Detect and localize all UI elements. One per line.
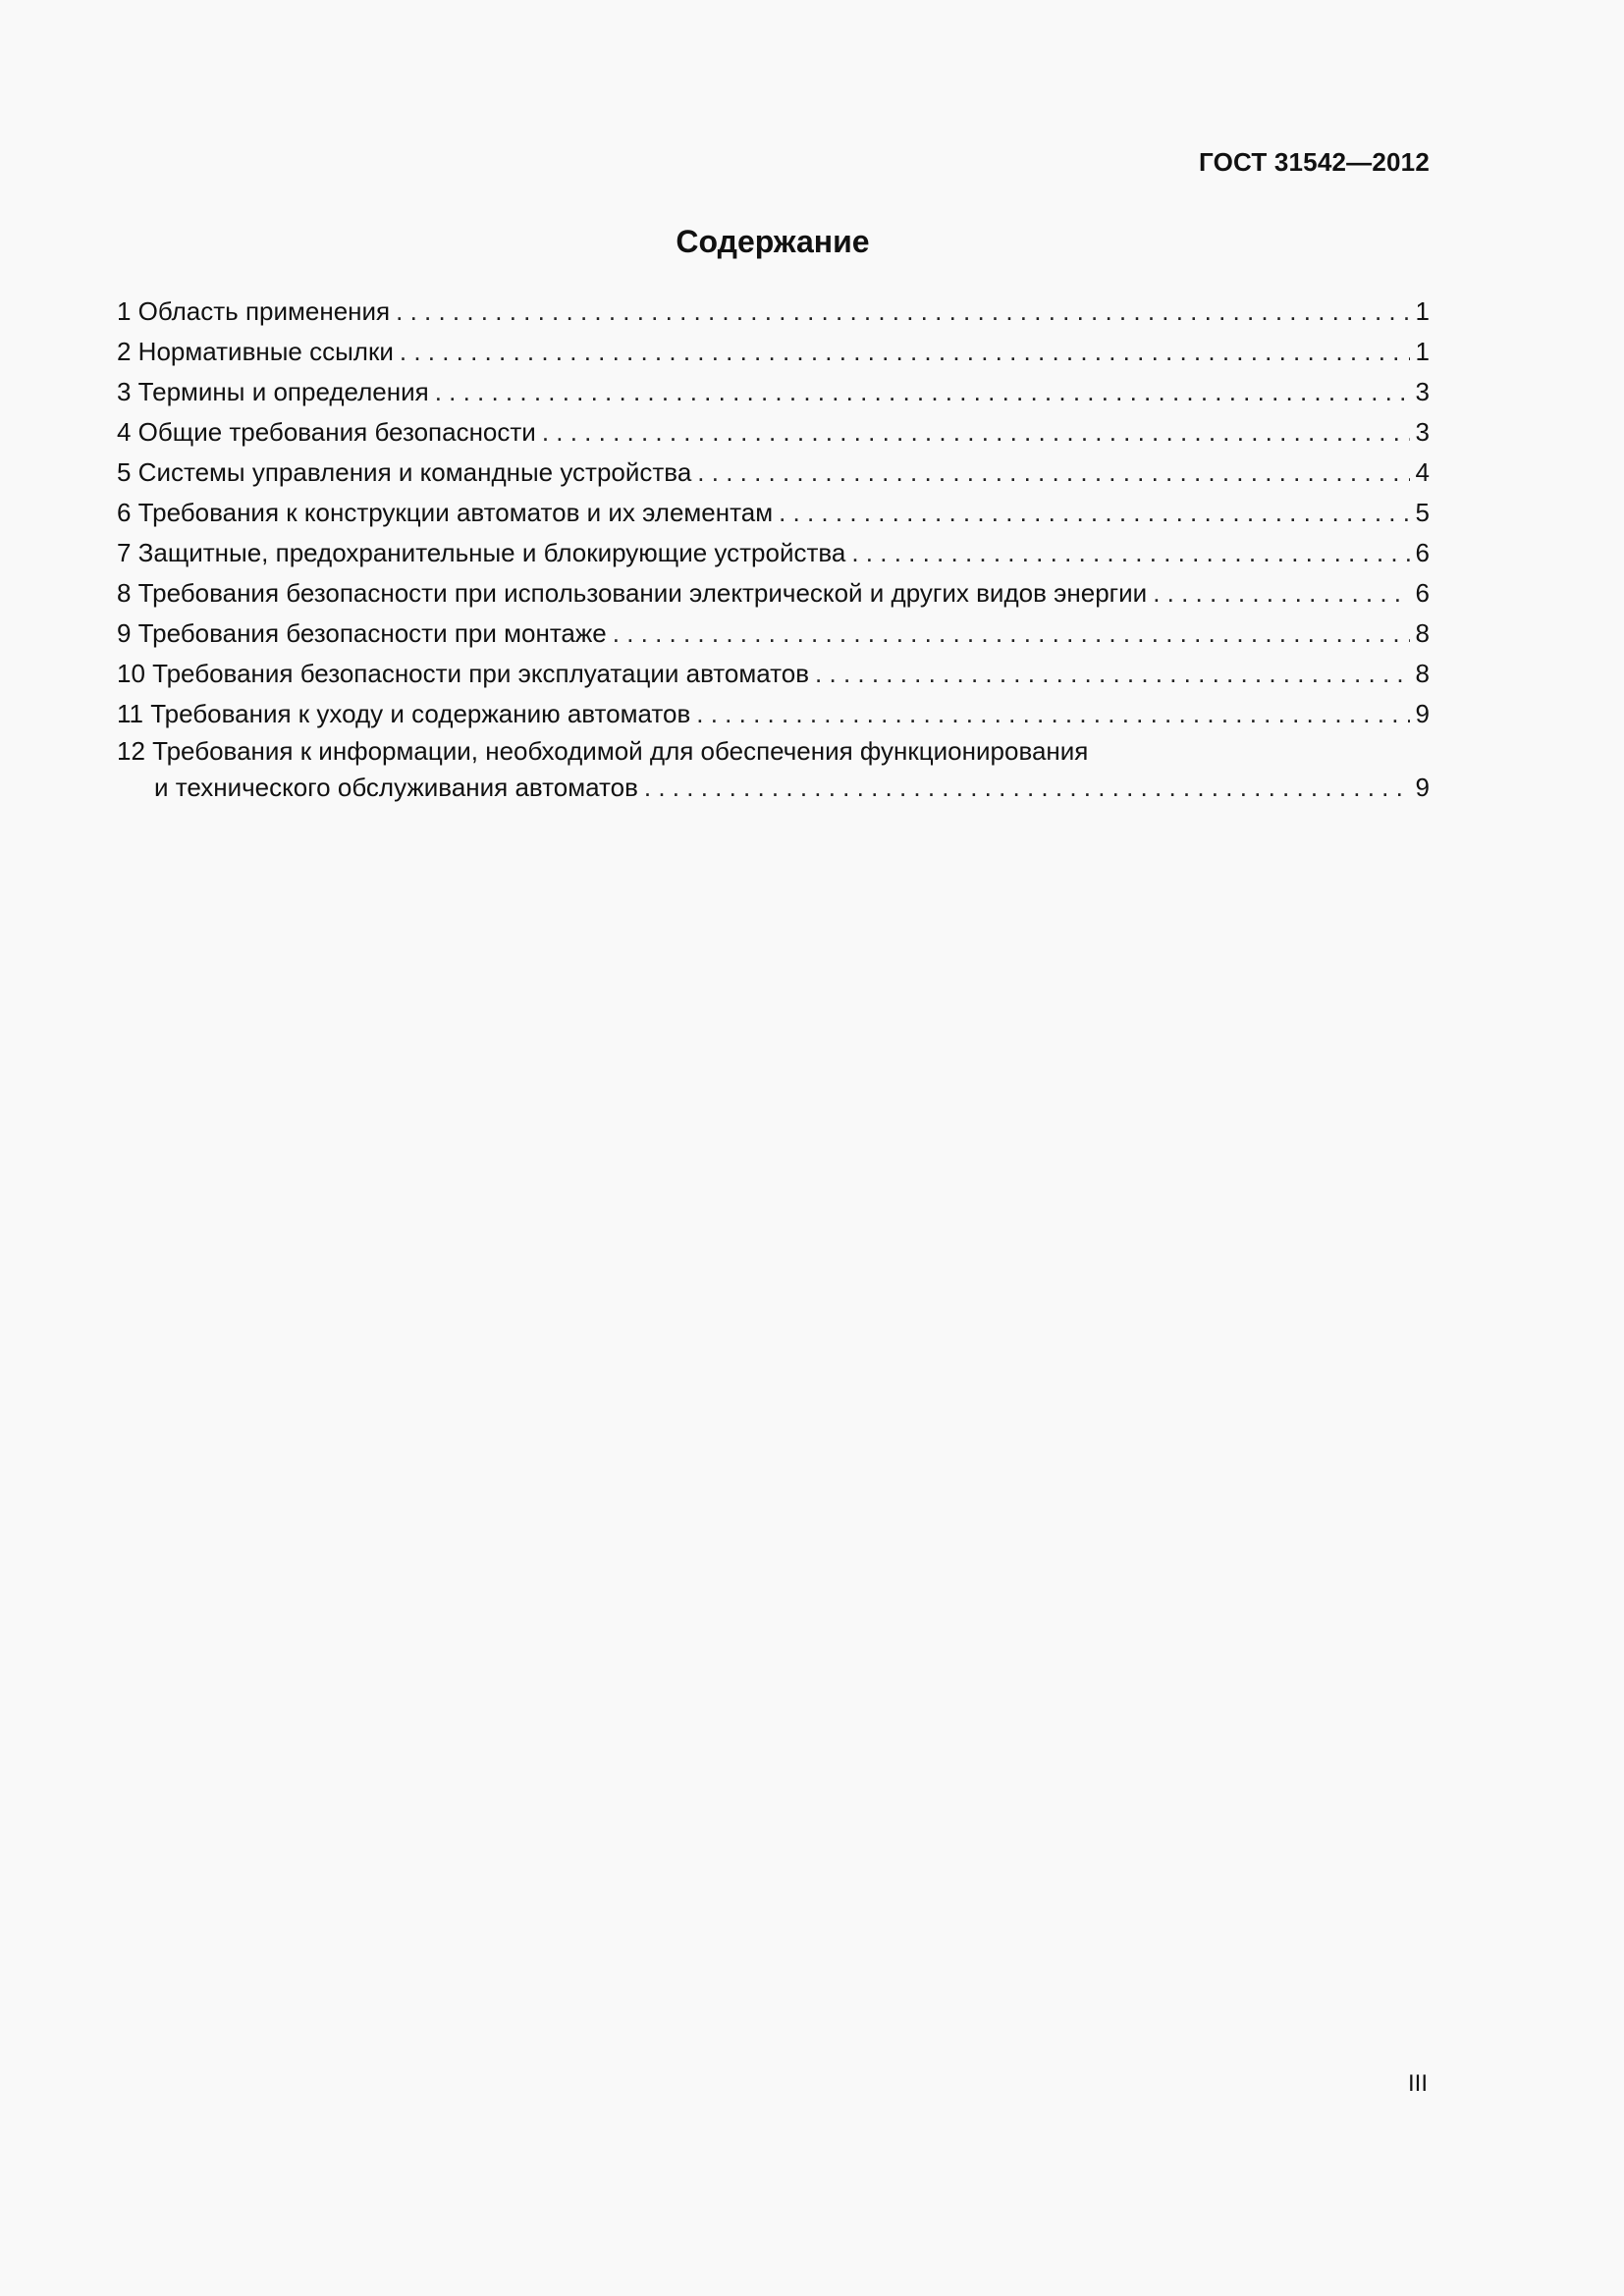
toc-entry-5[interactable] [117, 453, 1430, 493]
toc-entry-page: 4 [1415, 457, 1430, 487]
toc-entry-title: 6 Требования к конструкции автоматов и их элементам [117, 493, 779, 533]
toc-entry-title: 4 Общие требования безопасности [117, 412, 542, 453]
dot-leader [435, 372, 1410, 412]
toc-entry-7[interactable] [117, 533, 1430, 573]
toc-entry-title: 8 Требования безопасности при использовании электрической и других видов энергии [117, 573, 1153, 614]
toc-entry-4[interactable] [117, 412, 1430, 453]
toc-entry-page: 1 [1415, 337, 1430, 366]
dot-leader [396, 292, 1409, 332]
toc-entry-3[interactable] [117, 372, 1430, 412]
toc-entry-8[interactable] [117, 573, 1430, 614]
toc-entry-11[interactable] [117, 694, 1430, 734]
dot-leader [815, 654, 1409, 694]
dot-leader [542, 412, 1410, 453]
page-number: III [1407, 2070, 1428, 2097]
toc-entry-title-line2: и технического обслуживания автоматов [154, 768, 644, 807]
toc-entry-title: 9 Требования безопасности при монтаже [117, 614, 613, 654]
toc-entry-2[interactable] [117, 332, 1430, 372]
toc-entry-page: 9 [1415, 699, 1430, 728]
toc-entry-page: 1 [1415, 296, 1430, 326]
toc-entry-title: 5 Системы управления и командные устройства [117, 453, 697, 493]
toc-entry-10[interactable] [117, 654, 1430, 694]
toc-entry-page: 9 [1415, 773, 1430, 802]
toc-entry-page: 3 [1415, 417, 1430, 447]
toc-entry-page: 8 [1415, 618, 1430, 648]
dot-leader [613, 614, 1410, 654]
toc-entry-title: 3 Термины и определения [117, 372, 435, 412]
table-of-contents [117, 292, 1430, 807]
toc-entry-page: 6 [1415, 578, 1430, 608]
document-code: ГОСТ 31542—2012 [1199, 147, 1430, 177]
toc-entry-title: 7 Защитные, предохранительные и блокирующие устройства [117, 533, 851, 573]
toc-entry-page: 5 [1415, 498, 1430, 527]
toc-entry-title: 2 Нормативные ссылки [117, 332, 400, 372]
toc-heading: Содержание [676, 224, 870, 259]
dot-leader [779, 493, 1409, 533]
toc-entry-title: 1 Область применения [117, 292, 396, 332]
toc-entry-page: 8 [1415, 659, 1430, 688]
toc-entry-page: 6 [1415, 538, 1430, 567]
dot-leader [697, 453, 1409, 493]
toc-entry-title: 10 Требования безопасности при эксплуатации автоматов [117, 654, 815, 694]
toc-entry-1[interactable] [117, 292, 1430, 332]
toc-entry-6[interactable] [117, 493, 1430, 533]
dot-leader [400, 332, 1410, 372]
toc-entry-title-line1: 12 Требования к информации, необходимой для обеспечения функционирования [117, 736, 1089, 766]
dot-leader [644, 768, 1410, 807]
dot-leader [1153, 573, 1409, 614]
toc-entry-12[interactable] [117, 734, 1430, 807]
toc-entry-continuation [117, 768, 1430, 807]
dot-leader [696, 694, 1409, 734]
toc-entry-page: 3 [1415, 377, 1430, 406]
toc-entry-9[interactable] [117, 614, 1430, 654]
dot-leader [851, 533, 1409, 573]
toc-entry-title: 11 Требования к уходу и содержанию автоматов [117, 694, 696, 734]
